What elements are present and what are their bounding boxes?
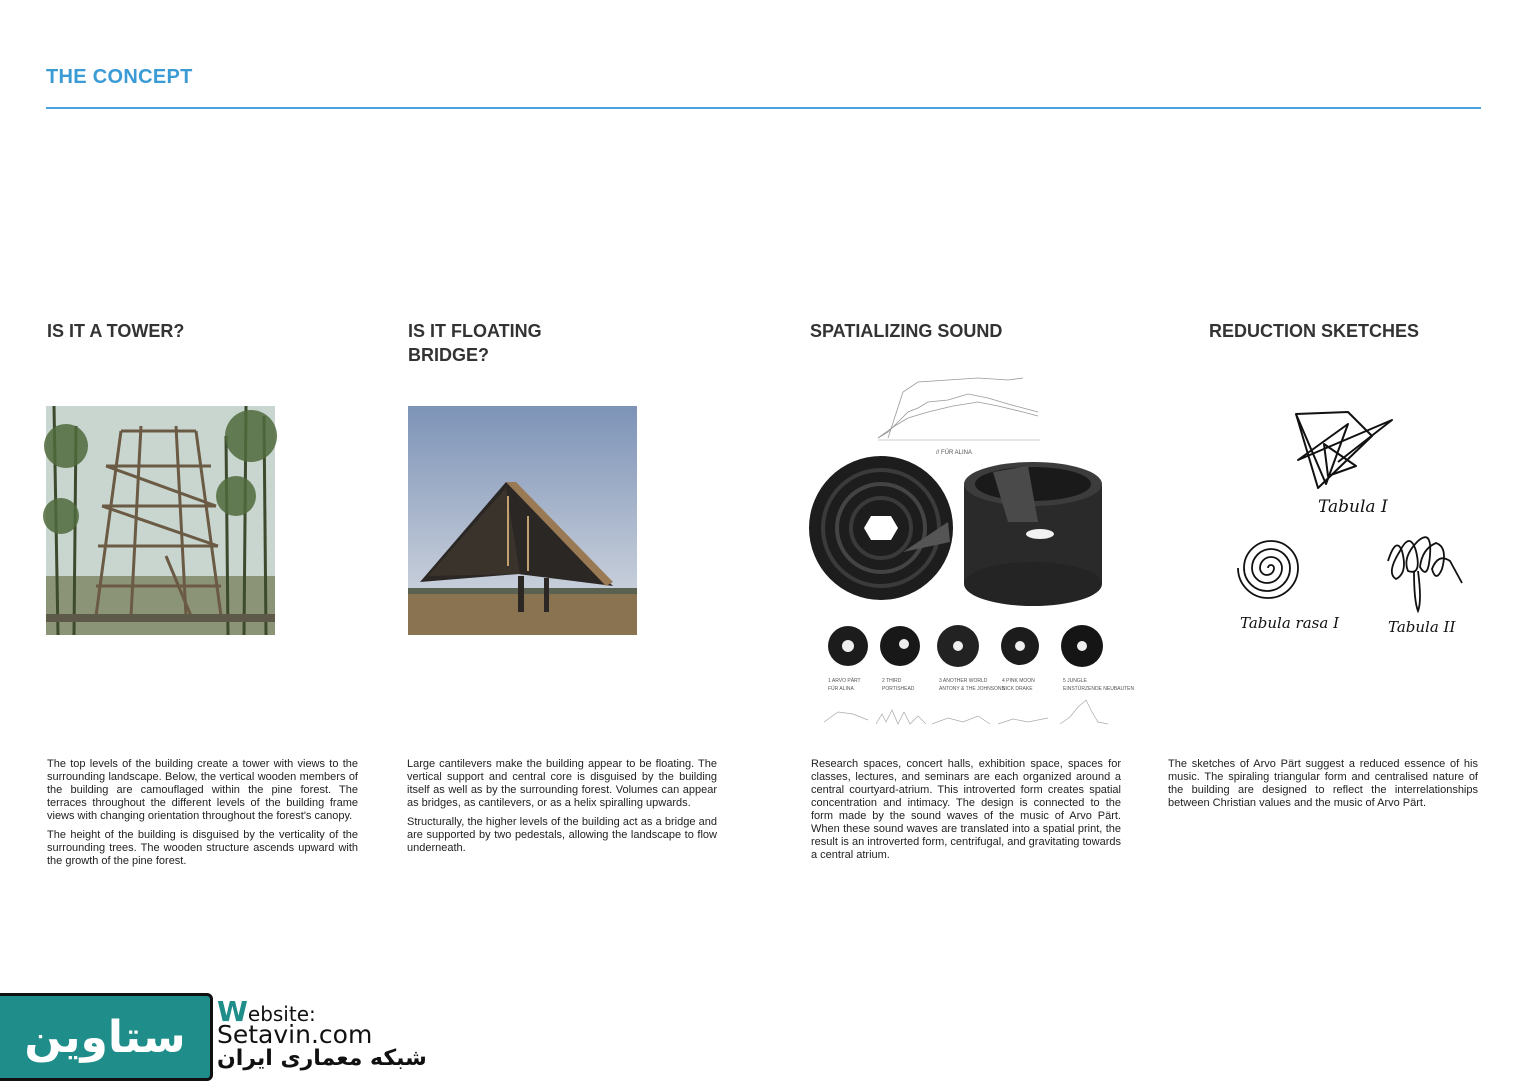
tower-photo <box>46 406 275 635</box>
title-divider <box>46 107 1481 109</box>
track-1-line1: 1 ARVO PÄRT <box>828 678 861 684</box>
bridge-photo <box>408 406 637 635</box>
heading-bridge: IS IT FLOATING BRIDGE? <box>408 321 542 365</box>
tower-text <box>47 758 358 874</box>
reduction-sketches-figure <box>1228 396 1478 640</box>
mini-waveforms <box>824 700 1108 724</box>
sound-text <box>811 758 1121 868</box>
loop-sketch <box>1388 537 1462 611</box>
sound-paragraph: Research spaces, concert halls, exhibition space, spaces for classes, lectures, and seminars are each organized around a central courtyard-atrium. This introverted form creates spatial concentration and intimacy. The design is connected to the form made by the sound waves of the music of Arvo Pärt. When these sound waves are translated into a spatial print, the result is an introverted form, centrifugal, and gravitating towards a central atrium. <box>811 758 1121 861</box>
track-3-line2: ANTONY & THE JOHNSONS <box>939 686 1005 692</box>
watermark-subtitle: شبکه معماری ایران <box>217 1046 427 1071</box>
watermark-website-rest: ebsite: <box>247 1002 316 1026</box>
page-title: THE CONCEPT <box>46 66 193 88</box>
sound-figure <box>808 372 1135 732</box>
track-4-line2: NICK DRAKE <box>1002 686 1033 692</box>
bridge-paragraph: Structurally, the higher levels of the building act as a bridge and are supported by two pedestals, allowing the landscape to flow underneath. <box>407 816 717 854</box>
sketches-text <box>1168 758 1478 816</box>
watermark-url[interactable]: Setavin.com <box>217 1020 373 1049</box>
sound-prints <box>828 625 1103 667</box>
bridge-text <box>407 758 717 861</box>
track-5-line2: EINSTÜRZENDE NEUBAUTEN <box>1063 686 1135 692</box>
heading-sketches: REDUCTION SKETCHES <box>1209 321 1420 341</box>
watermark-website-initial: W <box>217 995 248 1028</box>
track-5-line1: 5 JUNGLE <box>1063 678 1087 684</box>
triangle-sketch <box>1296 412 1392 488</box>
waveform-graph <box>878 378 1040 440</box>
sketch-label-tabula-i: Tabula I <box>1318 497 1388 517</box>
bridge-paragraph: Large cantilevers make the building appear to be floating. The vertical support and central core is disguised by the building itself as well as by the surrounding forest. Volumes can appear as bridges, as cantilevers, or as a helix spiralling upwards. <box>407 758 717 809</box>
track-2-line1: 2 THIRD <box>882 678 902 684</box>
tower-paragraph: The height of the building is disguised by the verticality of the surrounding trees. The wooden structure ascends upward with the growth of the pine forest. <box>47 829 358 867</box>
heading-tower: IS IT A TOWER? <box>47 321 185 341</box>
watermark-logo-box <box>0 993 213 1081</box>
watermark-logo-text: ستاوین <box>24 1012 186 1063</box>
track-3-line1: 3 ANOTHER WORLD <box>939 678 988 684</box>
cylinder-model-right <box>964 462 1102 606</box>
sketches-paragraph: The sketches of Arvo Pärt suggest a reduced essence of his music. The spiraling triangular form and centralised nature of the building are designed to reflect the interrelationships between Christian values and the music of Arvo Pärt. <box>1168 758 1478 809</box>
track-1-line2: FÜR ALINA <box>828 686 854 692</box>
track-4-line1: 4 PINK MOON <box>1002 678 1035 684</box>
graph-label: // FÜR ALINA <box>936 450 973 456</box>
spiral-sketch <box>1238 541 1298 598</box>
tower-paragraph: The top levels of the building create a tower with views to the surrounding landscape. Below, the vertical wooden members of the building are camouflaged within the pine forest. The terraces throughout the different levels of the building frame views with changing orientation throughout the forest's canopy. <box>47 758 358 822</box>
spiral-model-left <box>809 456 953 600</box>
sketch-label-tabula-rasa: Tabula rasa I <box>1240 614 1340 632</box>
track-2-line2: PORTISHEAD <box>882 686 915 692</box>
heading-sound: SPATIALIZING SOUND <box>810 321 1003 341</box>
sketch-label-tabula-ii: Tabula II <box>1388 618 1456 636</box>
